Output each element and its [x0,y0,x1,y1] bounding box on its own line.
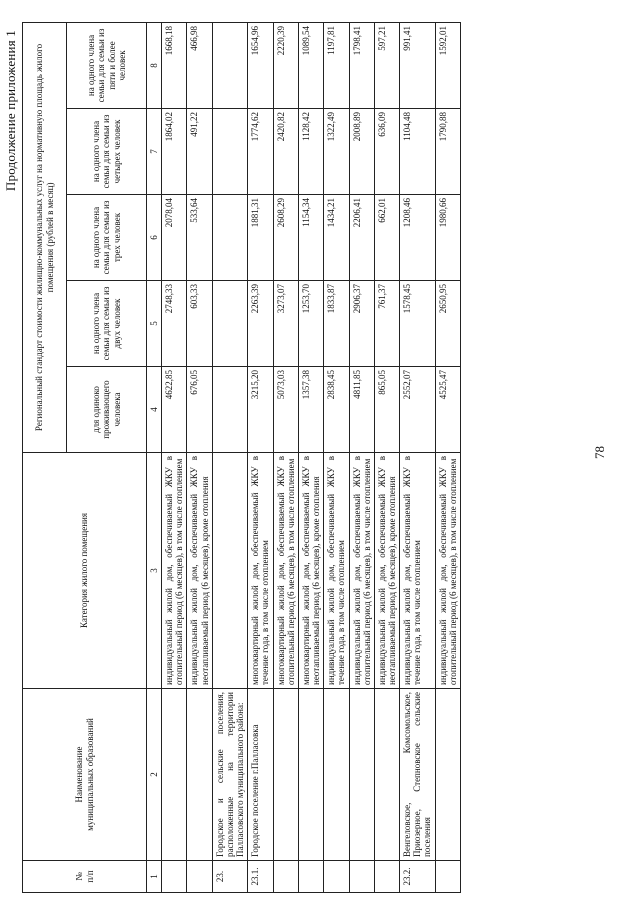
municipality-cell [162,689,187,861]
column-number: 7 [147,109,162,195]
value-cell [212,195,247,281]
value-cell: 991,41 [400,22,435,108]
header-sub-single: для одиноко проживающего человека [67,367,147,453]
value-cell: 662,01 [374,195,399,281]
column-number: 6 [147,195,162,281]
value-cell: 2220,39 [273,22,298,108]
row-number-cell [298,861,323,893]
value-cell: 1790,88 [435,109,460,195]
category-cell: индивидуальный жилой дом, обеспечиваемый ЖКУ в неотапливаемый период (6 месяцев), кроме отопления [374,453,399,689]
column-number: 4 [147,367,162,453]
continuation-title: Продолжение приложения 1 [3,30,18,192]
category-cell: индивидуальный жилой дом, обеспечиваемый ЖКУ в неотапливаемый период (6 месяцев), кроме отопления [187,453,212,689]
page-number: 78 [592,446,607,459]
value-cell: 2206,41 [349,195,374,281]
table-row [400,22,435,892]
row-number-cell [273,861,298,893]
value-cell: 4622,85 [162,367,187,453]
column-number: 5 [147,281,162,367]
value-cell [212,281,247,367]
header-sub-four: на одного члена семьи для семьи из четырех человек [67,109,147,195]
value-cell: 1089,54 [298,22,323,108]
municipality-cell: Городское поселение г.Палласовка [248,689,273,861]
municipality-cell [349,689,374,861]
row-number-cell [187,861,212,893]
value-cell [212,22,247,108]
value-cell: 1208,46 [400,195,435,281]
municipality-cell: Городское и сельские поселения, расположенные на территории Палласовского муниципального района: [212,689,247,861]
tariff-table [22,22,461,893]
table-row [435,22,460,892]
value-cell: 2552,07 [400,367,435,453]
value-cell: 1592,01 [435,22,460,108]
row-number-cell [349,861,374,893]
value-cell: 2906,37 [349,281,374,367]
value-cell: 1654,96 [248,22,273,108]
value-cell: 2078,04 [162,195,187,281]
category-cell: индивидуальный жилой дом, обеспечиваемый ЖКУ в отопительный период (6 месяцев), в том числе отоплением [435,453,460,689]
header-sub-five: на одного члена семьи для семьи из пяти и более человек [67,22,147,108]
value-cell: 865,05 [374,367,399,453]
header-sub-three: на одного члена семьи для семьи из трех человек [67,195,147,281]
row-number-cell [324,861,349,893]
table-row [162,22,187,892]
value-cell: 466,98 [187,22,212,108]
value-cell: 1774,62 [248,109,273,195]
value-cell: 1833,87 [324,281,349,367]
row-number-cell [374,861,399,893]
category-cell: индивидуальный жилой дом, обеспечиваемый ЖКУ в течение года, в том числе отоплением [400,453,435,689]
category-cell: индивидуальный жилой дом, обеспечиваемый ЖКУ в отопительный период (6 месяцев), в том числе отоплением [162,453,187,689]
value-cell: 2008,89 [349,109,374,195]
value-cell: 1357,38 [298,367,323,453]
value-cell: 761,37 [374,281,399,367]
municipality-cell [298,689,323,861]
row-number-cell: 23.1. [248,861,273,893]
table-row [349,22,374,892]
row-number-cell [162,861,187,893]
value-cell: 2263,39 [248,281,273,367]
value-cell: 676,05 [187,367,212,453]
value-cell: 603,33 [187,281,212,367]
header-municipality: Наименование муниципальных образований [23,689,147,861]
value-cell: 2650,95 [435,281,460,367]
value-cell: 1864,02 [162,109,187,195]
header-standard: Региональный стандарт стоимости жилищно-коммунальных услуг на нормативную площадь жилого помещения (рублей в месяц) [23,22,67,452]
table-row [212,22,247,892]
value-cell: 1980,66 [435,195,460,281]
column-number: 8 [147,22,162,108]
value-cell: 1154,34 [298,195,323,281]
value-cell: 636,09 [374,109,399,195]
municipality-cell [374,689,399,861]
value-cell: 1668,18 [162,22,187,108]
value-cell: 1104,48 [400,109,435,195]
value-cell: 597,21 [374,22,399,108]
value-cell: 2608,29 [273,195,298,281]
value-cell: 533,64 [187,195,212,281]
municipality-cell [324,689,349,861]
table-row [324,22,349,892]
value-cell: 491,22 [187,109,212,195]
value-cell: 5073,03 [273,367,298,453]
value-cell: 1128,42 [298,109,323,195]
category-cell [212,453,247,689]
row-number-cell: 23. [212,861,247,893]
column-numbers-row [147,22,162,892]
row-number-cell [435,861,460,893]
municipality-cell [187,689,212,861]
value-cell [212,367,247,453]
row-number-cell: 23.2. [400,861,435,893]
municipality-cell: Венгеловское, Комсомольское, Приозерное, Степновское сельские поселения [400,689,435,861]
value-cell: 3273,07 [273,281,298,367]
value-cell: 1434,21 [324,195,349,281]
column-number: 2 [147,689,162,861]
value-cell: 1322,49 [324,109,349,195]
value-cell [212,109,247,195]
municipality-cell [435,689,460,861]
value-cell: 1253,70 [298,281,323,367]
value-cell: 1798,41 [349,22,374,108]
header-no: № п/п [23,861,147,893]
header-sub-two: на одного члена семьи для семьи из двух человек [67,281,147,367]
value-cell: 2838,45 [324,367,349,453]
table-row [273,22,298,892]
value-cell: 1197,81 [324,22,349,108]
category-cell: многоквартирный жилой дом, обеспечиваемый ЖКУ в отопительный период (6 месяцев), в том числе отоплением [273,453,298,689]
column-number: 1 [147,861,162,893]
table-row [374,22,399,892]
value-cell: 4525,47 [435,367,460,453]
category-cell: индивидуальный жилой дом, обеспечиваемый ЖКУ в отопительный период (6 месяцев), в том числе отоплением [349,453,374,689]
header-category: Категория жилого помещения [23,453,147,689]
value-cell: 1881,31 [248,195,273,281]
value-cell: 1578,45 [400,281,435,367]
municipality-cell [273,689,298,861]
table-row [248,22,273,892]
column-number: 3 [147,453,162,689]
category-cell: многоквартирный жилой дом, обеспечиваемый ЖКУ в течение года, в том числе отоплением [248,453,273,689]
value-cell: 3215,20 [248,367,273,453]
value-cell: 2420,82 [273,109,298,195]
value-cell: 4811,85 [349,367,374,453]
category-cell: индивидуальный жилой дом, обеспечиваемый ЖКУ в течение года, в том числе отоплением [324,453,349,689]
category-cell: многоквартирный жилой дом, обеспечиваемый ЖКУ в неотапливаемый период (6 месяцев), кроме отопления [298,453,323,689]
table-row [298,22,323,892]
value-cell: 2748,33 [162,281,187,367]
table-row [187,22,212,892]
